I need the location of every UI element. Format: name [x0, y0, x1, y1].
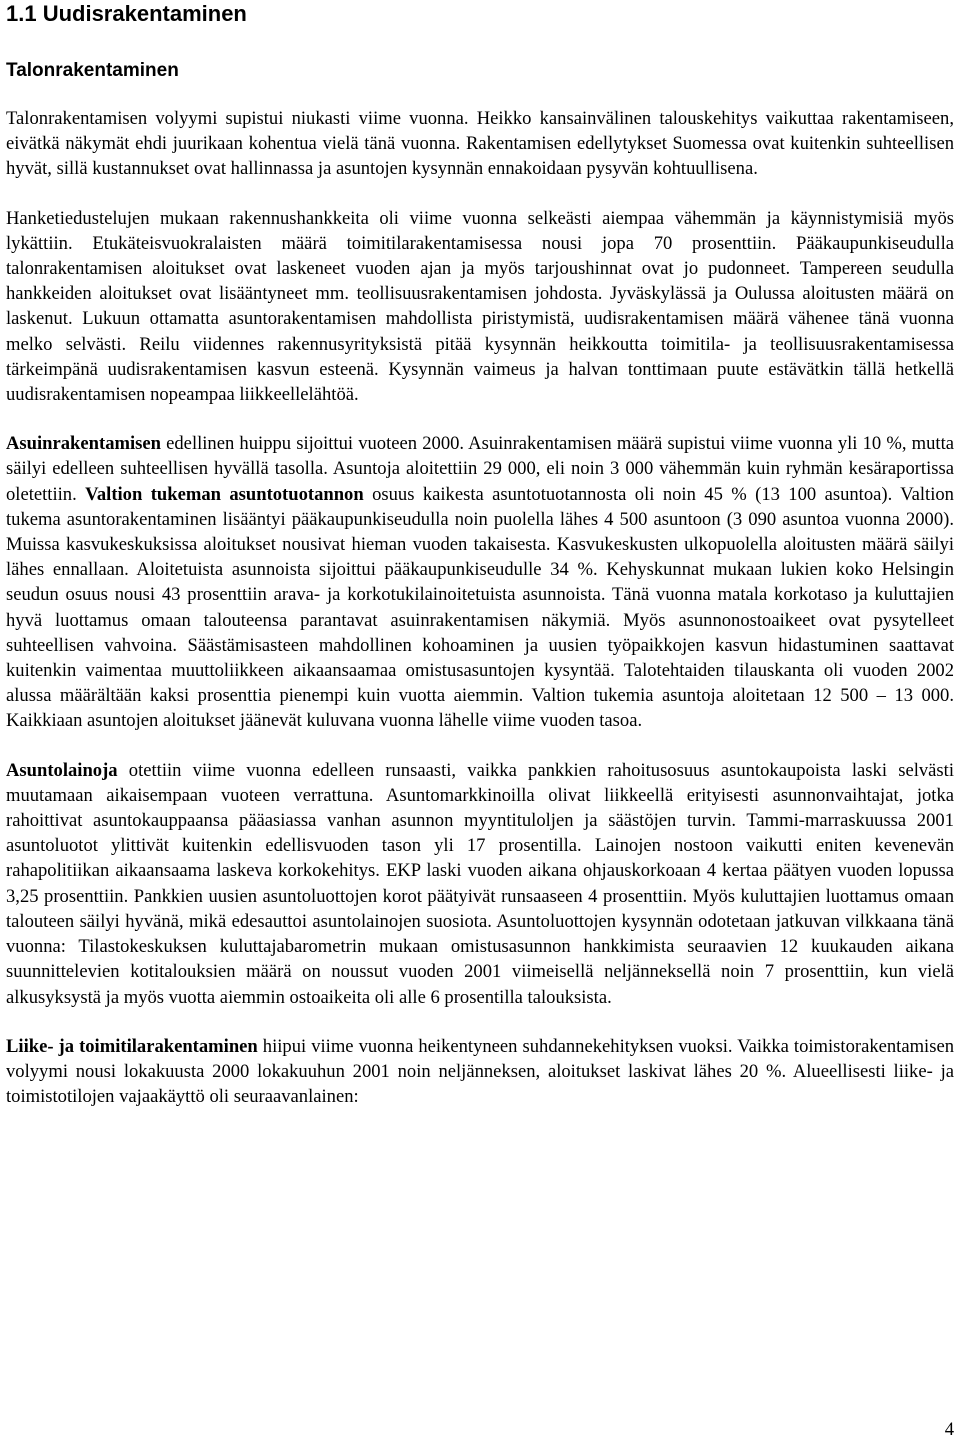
paragraph-text: Hanketiedustelujen mukaan rakennushankkeita oli viime vuonna selkeästi aiempaa vähemmän ja käynnistymisiä myös lykättiin. Etukäteisvuokralaisten määrä toimitilarakentamisessa nousi jopa 70 prosenttiin. Pääkaupunkiseudulla talonrakentamisen aloitukset ovat laskeneet vuoden ajan ja myös tarjoushinnat ovat jo pudonneet. Tampereen seudulla hankkeiden aloitukset ovat lisääntyneet mm. teollisuusrakentamisen johdosta. Jyväskylässä ja Oulussa aloitusten määrä on laskenut. Lukuun ottamatta asuntorakentamisen mahdollista piristymistä, uudisrakentamisen määrä vähenee tänä vuonna melko selvästi. Reilu viidennes rakennusyrityksistä pitää kysynnän heikkoutta toimitila- ja teollisuusrakentamisessa tärkeimpänä uudisrakentamisen kasvun esteenä. Kysynnän vaimeus ja halvan tonttimaan puute estävätkin tällä hetkellä uudisrakentamisen nopeampaa liikkeellelähtöä. [6, 207, 954, 406]
subsection-title: Talonrakentaminen [6, 60, 179, 81]
paragraph-text: otettiin viime vuonna edelleen runsaasti, vaikka pankkien rahoitusosuus asuntokaupoista laski selvästi muutamaan aikaisempaan vuoteen verrattuna. Asuntomarkkinoilla olivat liikkeellä erityisesti asunnonvaihtajat, jotka rahoittivat asuntokauppaansa pääasiassa vanhan asunnon myyntituloljen ja säästöjen turvin. Tammi-marraskuussa 2001 asuntoluotot ylittivät kuitenkin edellisvuoden tason yli 17 prosentilla. Lainojen nostoon vaikutti eniten kevenevän rahapolitiikan aikaansaama laskeva korkokehitys. EKP laski vuoden aikana ohjauskorkoaan 4 kertaa päätyen vuoden lopussa 3,25 prosenttiin. Pankkien uusien asuntoluottojen korot päätyivät runsaaseen 4 prosenttiin. Myös kuluttajien luottamus omaan talouteen säilyi hyvänä, mikä edesauttoi asuntolainojen suosiota. Asuntoluottojen kysynnän odotetaan jatkuvan vilkkaana tänä vuonna: Tilastokeskuksen kuluttajabarometrin mukaan omistusasunnon hankkimista seuraavien 12 kuukauden aikana suunnittelevien kotitalouksien määrä on noussut vuoden 2001 viimeisellä neljänneksellä noin 7 prosenttiin, kun vielä alkusyksystä ja myös vuotta aiemmin ostoaikeita oli alle 6 prosentilla talouksista. [6, 759, 954, 1008]
paragraph-lead: Asuntolainoja [6, 759, 118, 781]
paragraph-2 [6, 206, 954, 408]
page-number: 4 [944, 1419, 954, 1440]
paragraph-1 [6, 106, 954, 182]
paragraph-5 [6, 1034, 954, 1110]
document-page [6, 0, 954, 1109]
paragraph-text-continued: osuus kaikesta asuntotuotannosta oli noin 45 % (13 100 asuntoa). Valtion tukema asuntorakentaminen lisääntyi pääkaupunkiseudulla noin puolella lähes 4 500 asuntoon (3 090 asuntoa vuonna 2000). Muissa kasvukeskuksissa aloitukset nousivat hieman vuoden takaisesta. Kasvukeskusten ulkopuolella aloitusten määrä säilyi lähes ennallaan. Aloitetuista asunnoista sijoittui pääkaupunkiseudulle 34 %. Kehyskunnat mukaan lukien koko Helsingin seudun osuus nousi 43 prosenttiin arava- ja korkotukilainoitetuista asunnoista. Tänä vuonna matala korkotaso ja kuluttajien hyvä luottamus omaan talouteensa parantavat asuinrakentamisen näkymiä. Myös asunnonostoaikeet ovat pysytelleet suhteellisen vahvoina. Säästämisasteen mahdollinen kohoaminen ja uusien työpaikkojen kasvun hidastuminen saattavat kuitenkin vaimentaa muuttoliikkeen aikaansaamaa omistusasuntojen kysyntää. Talotehtaiden tilauskanta oli vuoden 2002 alussa määrältään kaksi prosenttia pienempi kuin vuotta aiemmin. Valtion tukemia asuntoja aloitetaan 12 500 – 13 000. Kaikkiaan asuntojen aloitukset jäänevät kuluvana vuonna lähelle viime vuoden tasoa. [6, 483, 954, 732]
paragraph-text: Talonrakentamisen volyymi supistui niukasti viime vuonna. Heikko kansainvälinen talouskehitys vaikuttaa rakentamiseen, eivätkä näkymät ehdi juurikaan kohentua vielä tänä vuonna. Rakentamisen edellytykset Suomessa ovat kuitenkin suhteellisen hyvät, sillä kustannukset ovat hallinnassa ja asuntojen kysynnän ennakoidaan pysyvän kohtuullisena. [6, 108, 954, 180]
section-title: 1.1 Uudisrakentaminen [6, 1, 247, 26]
paragraph-4 [6, 758, 954, 1010]
paragraph-3 [6, 431, 954, 733]
paragraph-text: edellinen huippu sijoittui vuoteen 2000. Asuinrakentamisen määrä supistui viime vuonna yli 10 %, mutta säilyi edelleen suhteellisen hyvällä tasolla. Asuntoja aloitettiin 29 000, eli noin 3 000 vähemmän kuin ryhmän kesäraportissa oletettiin. [6, 433, 954, 505]
paragraph-lead: Liike- ja toimitilarakentaminen [6, 1035, 258, 1057]
paragraph-lead-inline: Valtion tukeman asuntotuotannon [85, 483, 364, 505]
paragraph-text: hiipui viime vuonna heikentyneen suhdannekehityksen vuoksi. Vaikka toimistorakentamisen volyymi nousi lokakuusta 2000 lokakuuhun 2001 noin neljänneksen, aloitukset laskivat lähes 20 %. Alueellisesti liike- ja toimistotilojen vajaakäyttö oli seuraavanlainen: [6, 1035, 954, 1108]
paragraph-lead: Asuinrakentamisen [6, 433, 161, 455]
